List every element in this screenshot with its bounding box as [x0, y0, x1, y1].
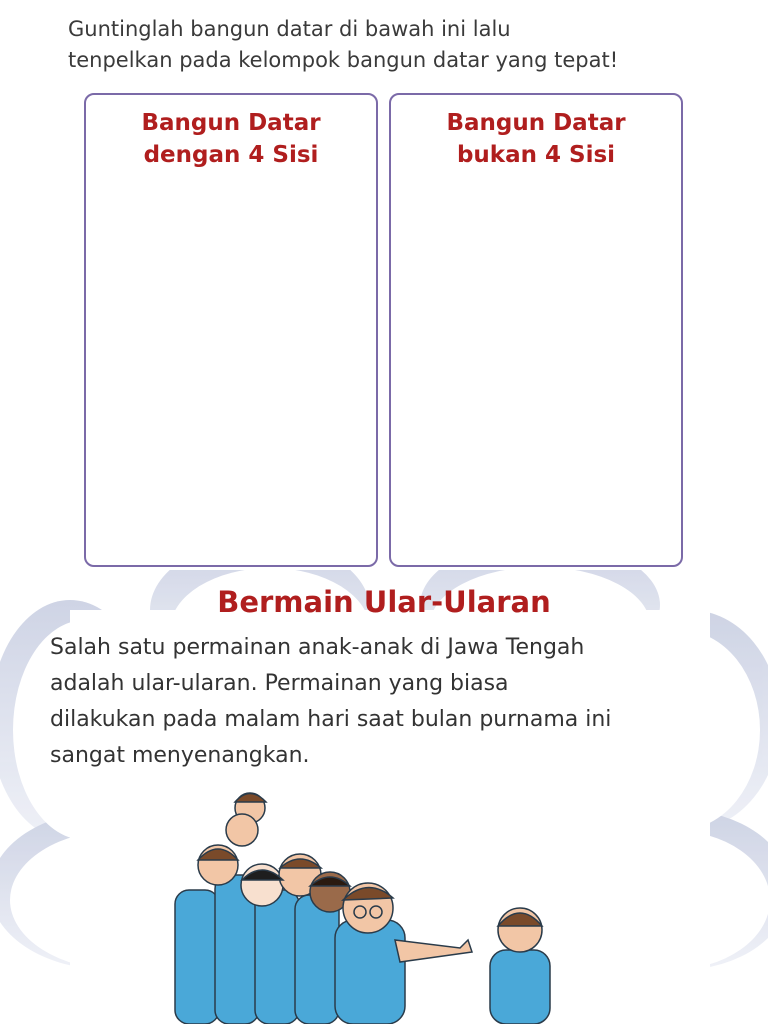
- box-not-four-sides-title-line-1: Bangun Datar: [446, 110, 626, 136]
- section-paragraph: [50, 630, 740, 774]
- box-not-four-sides-title: [391, 107, 681, 171]
- section-title: Bermain Ular-Ularan: [217, 585, 551, 619]
- box-not-four-sides: [389, 93, 683, 567]
- box-not-four-sides-title-line-2: bukan 4 Sisi: [456, 142, 616, 168]
- box-four-sides-title-line-1: Bangun Datar: [141, 110, 321, 136]
- box-four-sides-title: [86, 107, 376, 171]
- instruction-line-1: Guntinglah bangun datar di bawah ini lalu: [68, 17, 511, 41]
- instruction-text: [68, 14, 728, 76]
- boy-figure: [490, 908, 550, 1024]
- child-figures: [175, 793, 472, 1024]
- paragraph-line-2: adalah ular-ularan. Permainan yang biasa: [50, 671, 509, 696]
- paragraph-line-3: dilakukan pada malam hari saat bulan purnama ini: [50, 707, 612, 732]
- box-four-sides: [84, 93, 378, 567]
- box-four-sides-title-line-2: dengan 4 Sisi: [143, 142, 319, 168]
- children-playing-illustration: [150, 780, 600, 1024]
- instruction-line-2: tenpelkan pada kelompok bangun datar yang tepat!: [68, 48, 619, 72]
- paragraph-line-4: sangat menyenangkan.: [50, 743, 310, 768]
- paragraph-line-1: Salah satu permainan anak-anak di Jawa Tengah: [50, 635, 585, 660]
